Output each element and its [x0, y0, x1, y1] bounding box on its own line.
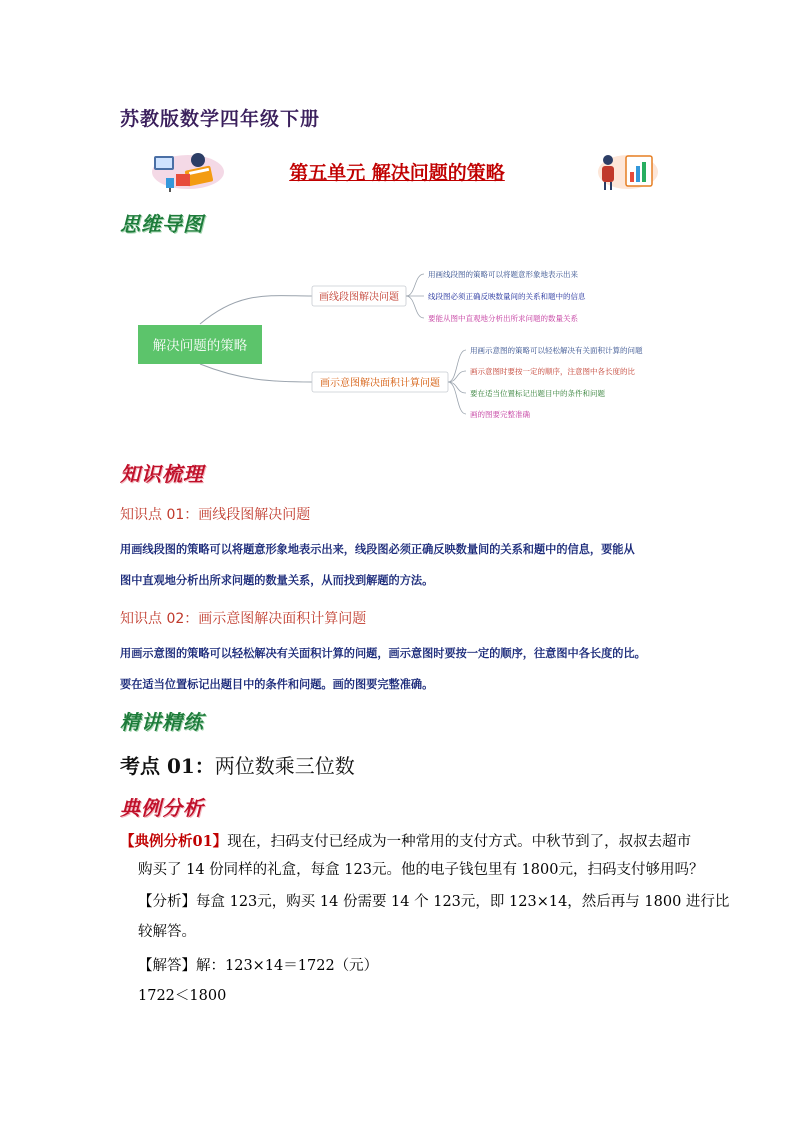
mindmap-leaf-1-3: 要能从图中直观地分析出所求问题的数量关系 [428, 314, 578, 323]
mindmap-branch-1 [312, 286, 406, 306]
example-compare-line: 1722＜1800 [138, 988, 227, 1004]
knowledge-point-2-line-1: 用画示意图的策略可以轻松解决有关面积计算的问题，画示意图时要按一定的顺序，往意图中各长度的比。 [120, 647, 646, 660]
topic-heading [120, 750, 355, 779]
answer-tag: 【解答】 [138, 958, 196, 974]
mindmap-branch-1-label: 画线段图解决问题 [319, 292, 399, 303]
answer-text: 解：123×14＝1722（元） [196, 958, 379, 974]
analysis-text-1: 每盒 123元，购买 14 份需要 14 个 123元，即 123×14，然后再与 1800 进行比 [196, 894, 730, 910]
knowledge-point-1-text [120, 534, 680, 596]
knowledge-point-1-title: 知识点 01：画线段图解决问题 [120, 507, 311, 523]
analysis-tag: 【分析】 [138, 894, 196, 910]
knowledge-point-2-text [120, 638, 680, 700]
knowledge-point-2-title: 知识点 02：画示意图解决面积计算问题 [120, 611, 367, 627]
mindmap-branch-2-label: 画示意图解决面积计算问题 [320, 378, 440, 389]
example-question-line-1 [120, 830, 700, 854]
unit-title: 第五单元 解决问题的策略 [289, 162, 505, 184]
knowledge-point-2-line-2: 要在适当位置标记出题目中的条件和问题。画的图要完整准确。 [120, 678, 434, 691]
section-example-heading: 典例分析 [120, 796, 204, 820]
example-answer-line [138, 954, 378, 978]
knowledge-point-1-line-1: 用画线段图的策略可以将题意形象地表示出来，线段图必须正确反映数量间的关系和题中的信息，要能从 [120, 543, 635, 556]
mindmap-diagram [0, 250, 794, 440]
mindmap-leaf-2-3: 要在适当位置标记出题目中的条件和问题 [470, 389, 605, 398]
mindmap-leaf-1-1: 用画线段图的策略可以将题意形象地表示出来 [428, 270, 578, 279]
example-question-text-1: 现在，扫码支付已经成为一种常用的支付方式。中秋节到了，叔叔去超市 [227, 834, 692, 850]
mindmap-leaf-2-1: 用画示意图的策略可以轻松解决有关面积计算的问题 [470, 346, 643, 355]
section-practice-heading: 精讲精练 [120, 710, 204, 734]
mindmap-leaf-2-4: 画的图要完整准确 [470, 410, 530, 419]
section-knowledge-heading: 知识梳理 [120, 462, 204, 486]
book-title: 苏教版数学四年级下册 [120, 108, 321, 130]
example-analysis-line-1 [138, 890, 729, 914]
mindmap-root-node [138, 325, 262, 364]
mindmap-branch-2 [312, 372, 448, 392]
example-tag: 【典例分析01】 [120, 833, 228, 850]
example-analysis-line-2: 较解答。 [138, 924, 196, 940]
example-question-line-2: 购买了 14 份同样的礼盒，每盒 123元。他的电子钱包里有 1800元，扫码支付够用吗？ [138, 862, 704, 878]
topic-label: 考点 01： [120, 754, 215, 778]
mindmap-leaf-2-2: 画示意图时要按一定的顺序，注意图中各长度的比 [470, 367, 635, 376]
section-mindmap-heading: 思维导图 [120, 212, 204, 236]
mindmap-root-label: 解决问题的策略 [152, 338, 248, 354]
chart-illustration-icon [592, 148, 658, 192]
topic-text: 两位数乘三位数 [214, 754, 355, 778]
mindmap-leaf-1-2: 线段图必须正确反映数量间的关系和题中的信息 [428, 292, 586, 301]
knowledge-point-1-line-2: 图中直观地分析出所求问题的数量关系，从而找到解题的方法。 [120, 574, 434, 587]
